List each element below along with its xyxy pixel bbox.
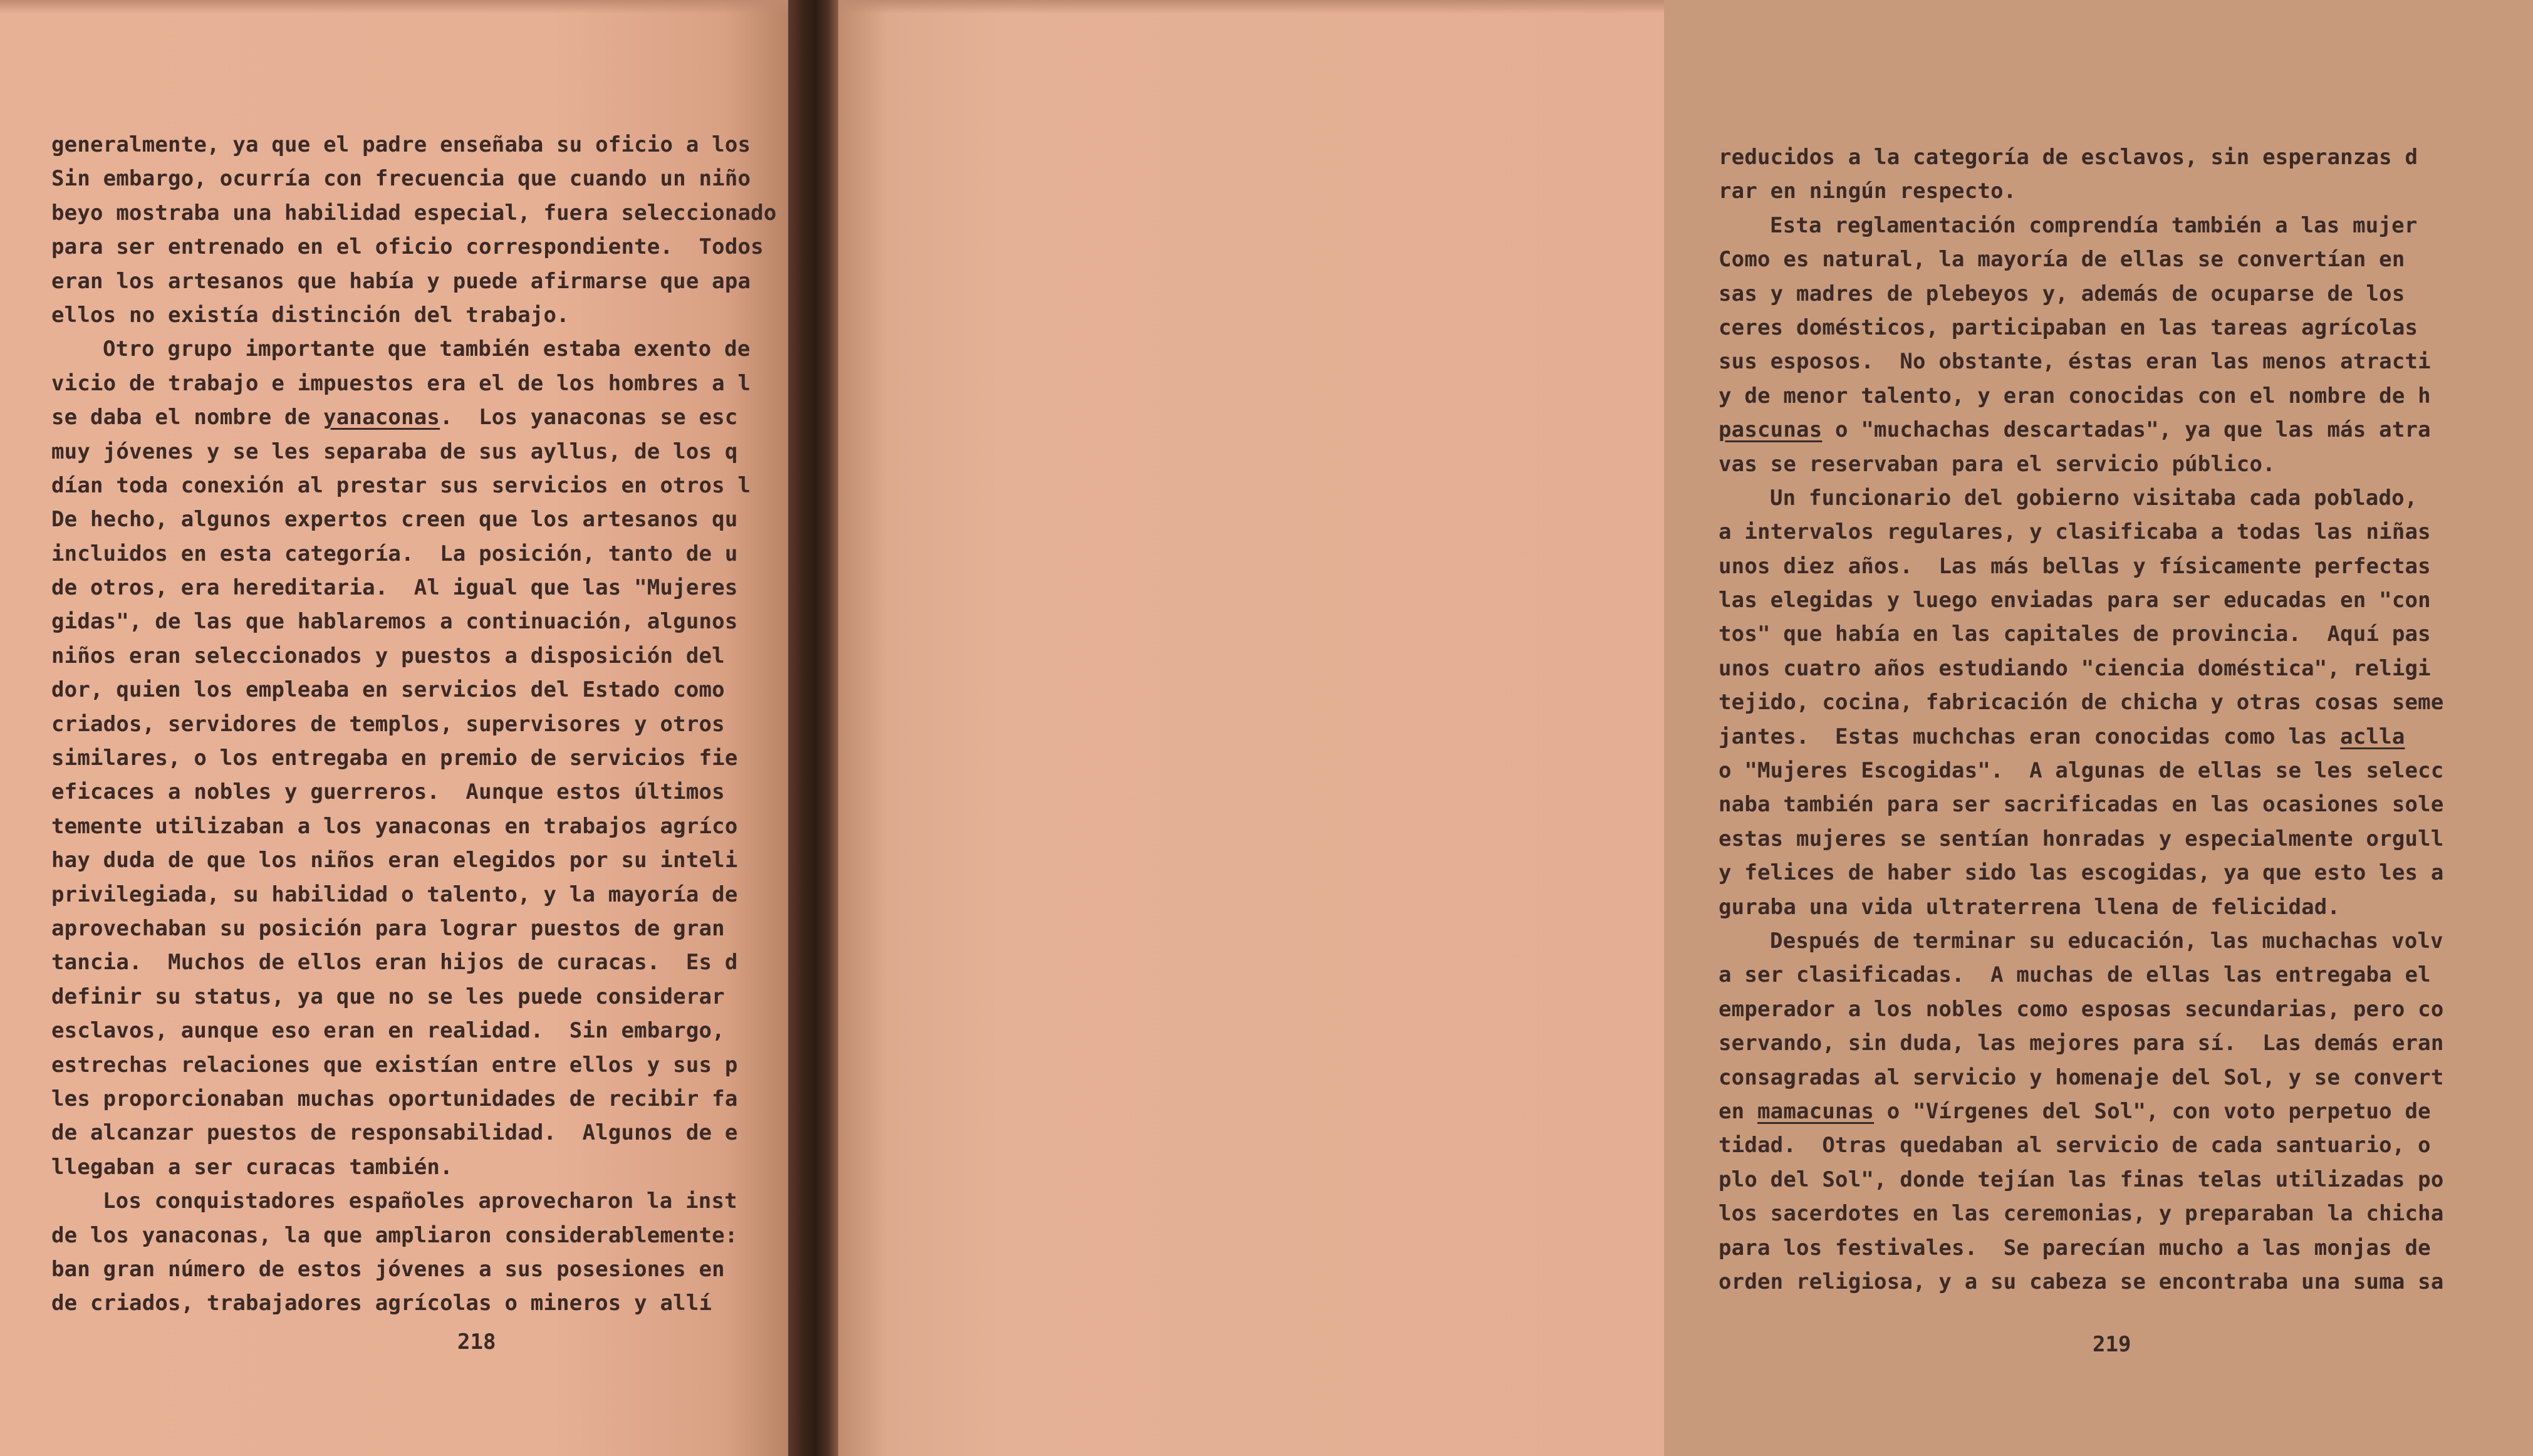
text-line: consagradas al servicio y homenaje del Sol, y se convert (1719, 1064, 2444, 1090)
text-line: a ser clasificadas. A muchas de ellas las entregaba el (1719, 962, 2431, 988)
text-line: eficaces a nobles y guerreros. Aunque estos últimos (51, 779, 725, 805)
right-page-text (1719, 140, 2533, 1299)
text-line: vas se reservaban para el servicio público. (1719, 451, 2276, 477)
text-line: emperador a los nobles como esposas secundarias, pero co (1719, 996, 2444, 1022)
left-page (0, 0, 788, 1456)
book-gutter (788, 0, 838, 1456)
text-line: similares, o los entregaba en premio de servicios fie (51, 746, 738, 771)
text-line: Sin embargo, ocurría con frecuencia que cuando un niño (51, 166, 751, 192)
text-line: gidas", de las que hablaremos a continuación, algunos (51, 609, 738, 635)
text-line: llegaban a ser curacas también. (51, 1154, 453, 1180)
text-line: dían toda conexión al prestar sus servicios en otros l (51, 472, 751, 498)
text-line: las elegidas y luego enviadas para ser educadas en "con (1719, 588, 2431, 613)
text-line: sus esposos. No obstante, éstas eran las menos atracti (1719, 349, 2431, 375)
text-segment: jantes. Estas muchchas eran conocidas como las (1719, 724, 2341, 749)
text-line (1719, 720, 2533, 754)
text-line: o "Mujeres Escogidas". A algunas de ellas se les selecc (1719, 758, 2444, 784)
text-line: plo del Sol", donde tejían las finas telas utilizadas po (1719, 1167, 2444, 1192)
text-line (1719, 1095, 2533, 1128)
underlined-term: aclla (2340, 724, 2405, 749)
text-line: Otro grupo importante que también estaba exento de (103, 336, 751, 362)
text-line: aprovechaban su posición para lograr puestos de gran (51, 915, 725, 941)
text-line: servando, sin duda, las mejores para sí. Las demás eran (1719, 1031, 2444, 1056)
text-line: de los yanaconas, la que ampliaron considerablemente: (51, 1222, 738, 1248)
left-page-number: 218 (457, 1329, 496, 1355)
text-line: niños eran seleccionados y puestos a disposición del (51, 643, 725, 668)
text-line: estas mujeres se sentían honradas y especialmente orgull (1719, 826, 2444, 851)
text-line: tancia. Muchos de ellos eran hijos de curacas. Es d (51, 950, 738, 975)
text-line: esclavos, aunque eso eran en realidad. Sin embargo, (51, 1018, 725, 1044)
text-line: ban gran número de estos jóvenes a sus posesiones en (51, 1256, 725, 1282)
page-top-shadow (838, 0, 1664, 14)
text-segment: o "muchachas descartadas", ya que las más atra (1822, 417, 2431, 443)
text-line (1719, 413, 2533, 447)
text-line: vicio de trabajo e impuestos era el de los hombres a l (51, 370, 751, 396)
text-line: naba también para ser sacrificadas en las ocasiones sole (1719, 792, 2444, 818)
underlined-term: mamacunas (1757, 1098, 1875, 1124)
text-segment: . Los yanaconas se esc (440, 405, 738, 430)
text-line: muy jóvenes y se les separaba de sus ayllus, de los q (51, 439, 738, 464)
text-line: Como es natural, la mayoría de ellas se convertían en (1719, 247, 2405, 273)
text-line: unos diez años. Las más bellas y físicamente perfectas (1719, 553, 2431, 579)
text-line: y de menor talento, y eran conocidas con el nombre de h (1719, 383, 2431, 408)
text-line: rar en ningún respecto. (1719, 179, 2017, 204)
text-line: incluidos en esta categoría. La posición, tanto de u (51, 541, 738, 566)
text-line: dor, quien los empleaba en servicios del Estado como (51, 677, 725, 703)
text-line: reducidos a la categoría de esclavos, sin esperanzas d (1719, 145, 2418, 170)
text-line: generalmente, ya que el padre enseñaba su oficio a los (51, 132, 751, 157)
text-line: tos" que había en las capitales de provincia. Aquí pas (1719, 621, 2431, 647)
text-line: de otros, era hereditaria. Al igual que las "Mujeres (51, 575, 738, 601)
text-line: y felices de haber sido las escogidas, ya que esto les a (1719, 860, 2444, 886)
text-line: definir su status, ya que no se les puede considerar (51, 984, 725, 1009)
text-line: de criados, trabajadores agrícolas o mineros y allí (51, 1291, 712, 1316)
text-line: privilegiada, su habilidad o talento, y la mayoría de (51, 881, 738, 907)
text-line: criados, servidores de templos, supervisores y otros (51, 711, 725, 737)
text-line: eran los artesanos que había y puede afirmarse que apa (51, 268, 751, 294)
right-page (838, 0, 2444, 1456)
text-line: guraba una vida ultraterrena llena de felicidad. (1719, 894, 2341, 920)
text-line: sas y madres de plebeyos y, además de ocuparse de los (1719, 281, 2405, 306)
text-line: unos cuatro años estudiando "ciencia doméstica", religi (1719, 655, 2431, 681)
text-line: de alcanzar puestos de responsabilidad. Algunos de e (51, 1120, 738, 1146)
text-line: hay duda de que los niños eran elegidos por su inteli (51, 848, 738, 873)
underlined-term: yanaconas (323, 405, 440, 430)
text-line: ceres domésticos, participaban en las tareas agrícolas (1719, 315, 2418, 340)
text-line: Esta reglamentación comprendía también a las mujer (1770, 212, 2418, 238)
text-line: para ser entrenado en el oficio correspondiente. Todos (51, 234, 764, 260)
text-segment: o "Vírgenes del Sol", con voto perpetuo de (1874, 1098, 2431, 1124)
text-line: temente utilizaban a los yanaconas en trabajos agríco (51, 813, 738, 839)
text-line: para los festivales. Se parecían mucho a las monjas de (1719, 1235, 2431, 1261)
text-line: orden religiosa, y a su cabeza se encontraba una suma sa (1719, 1269, 2444, 1294)
underlined-term: pascunas (1719, 417, 1823, 443)
right-page-number: 219 (2093, 1332, 2131, 1357)
text-line: tejido, cocina, fabricación de chicha y otras cosas seme (1719, 690, 2444, 715)
text-line: les proporcionaban muchas oportunidades de recibir fa (51, 1086, 738, 1111)
page-top-shadow (0, 0, 788, 14)
text-line: ellos no existía distinción del trabajo. (51, 302, 570, 328)
text-line: Después de terminar su educación, las muchachas volv (1770, 928, 2443, 954)
text-line: Los conquistadores españoles aprovecharon la inst (103, 1188, 737, 1214)
text-line: tidad. Otras quedaban al servicio de cada santuario, o (1719, 1133, 2431, 1158)
text-segment: en (1719, 1098, 1758, 1124)
left-page-text (51, 128, 803, 1321)
text-line (51, 400, 803, 434)
text-line: a intervalos regulares, y clasificaba a todas las niñas (1719, 519, 2431, 545)
text-line: estrechas relaciones que existían entre ellos y sus p (51, 1052, 738, 1078)
text-segment: se daba el nombre de (51, 405, 324, 430)
text-line: Un funcionario del gobierno visitaba cada poblado, (1770, 485, 2418, 511)
text-line: los sacerdotes en las ceremonias, y preparaban la chicha (1719, 1201, 2444, 1227)
text-line: De hecho, algunos expertos creen que los artesanos qu (51, 507, 738, 533)
text-line: beyo mostraba una habilidad especial, fuera seleccionado (51, 200, 777, 226)
